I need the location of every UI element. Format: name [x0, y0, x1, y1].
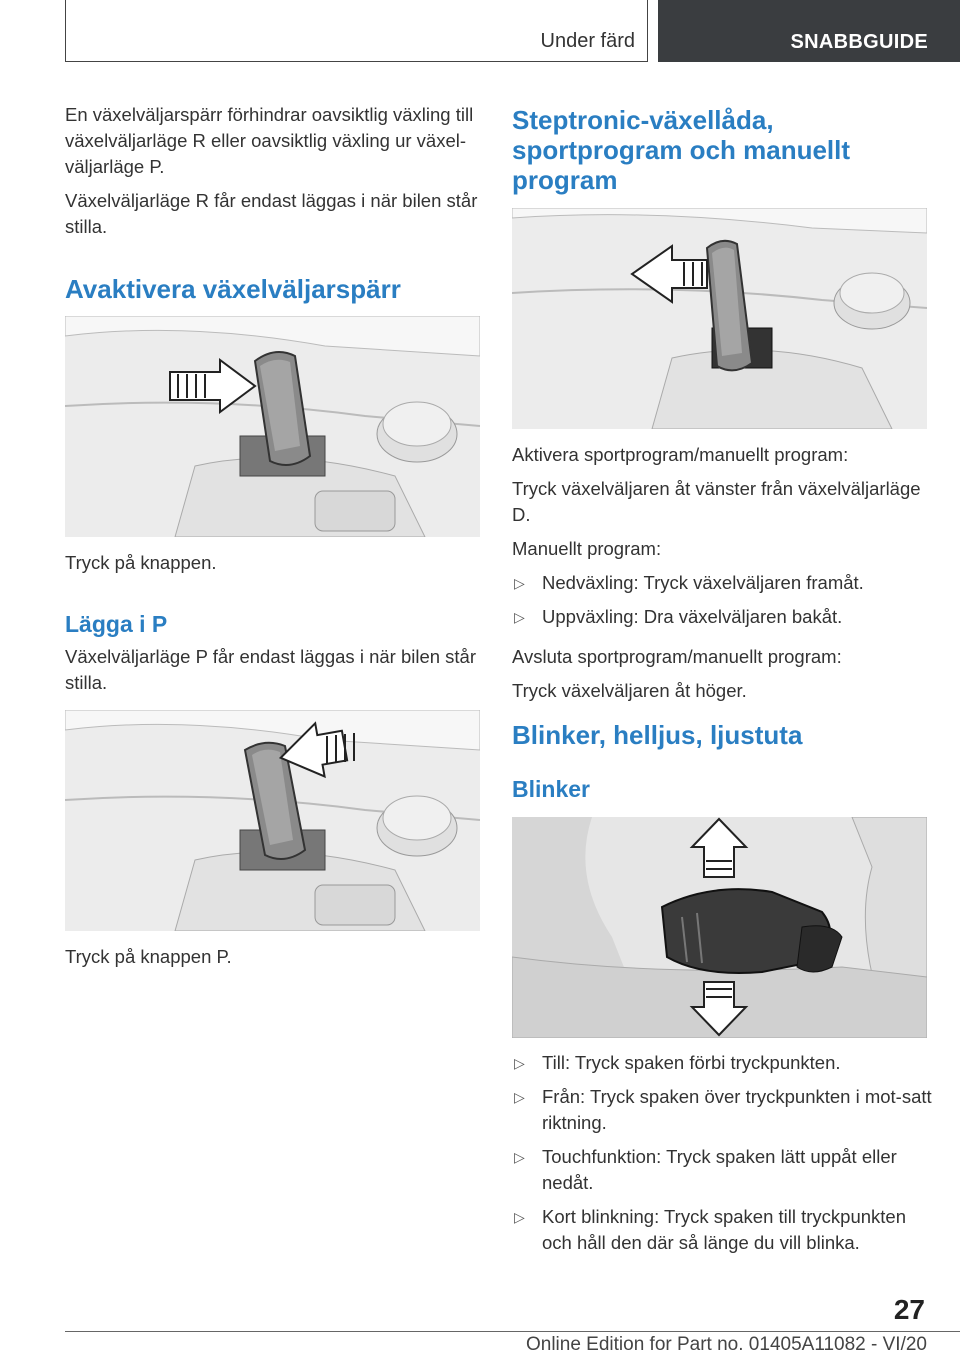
page-number: 27 [893, 1294, 925, 1325]
caption-1: Tryck på knappen. [65, 552, 217, 573]
gear-selector-illustration-2 [65, 710, 480, 931]
footer-edition: Online Edition for Part no. 01405A11082 - VI/20 [525, 1334, 927, 1355]
list-item: ▷ Till: Tryck spaken förbi tryckpunkten. [512, 1050, 932, 1076]
triangle-right-icon: ▷ [514, 1089, 525, 1105]
left-intro [65, 102, 485, 240]
figure-park-button [65, 710, 480, 931]
list-item: ▷ Uppväxling: Dra växelväljaren bakåt. [512, 604, 932, 630]
blinker-list [512, 1050, 932, 1264]
end-program-paragraph: Avsluta sportprogram/manuellt program: [512, 646, 842, 667]
triangle-right-icon: ▷ [514, 1149, 525, 1165]
triangle-right-icon: ▷ [514, 575, 525, 591]
gear-selector-illustration-3 [512, 208, 927, 429]
list-item: ▷ Nedväxling: Tryck växelväljaren framåt. [512, 570, 932, 596]
caption-2: Tryck på knappen P. [65, 946, 232, 967]
push-left-paragraph: Tryck växelväljaren åt vänster från växelväljarläge D. [512, 478, 921, 525]
gear-selector-illustration-1 [65, 316, 480, 537]
p-gear-paragraph: Växelväljarläge P får endast läggas i när bilen står stilla. [65, 646, 477, 693]
header-section-box [65, 0, 648, 62]
list-item: ▷ Från: Tryck spaken över tryckpunkten i mot-satt riktning. [514, 1086, 932, 1133]
header-section-label: Under färd [540, 30, 635, 52]
push-right-paragraph: Tryck växelväljaren åt höger. [512, 680, 747, 701]
manual-program-label: Manuellt program: [512, 538, 662, 559]
figure-sport-program [512, 208, 927, 429]
activate-paragraph: Aktivera sportprogram/manuellt program: [512, 444, 849, 465]
intro-paragraph: En växelväljarspärr förhindrar oavsiktlig växling till växelväljarläge R eller oavsiktlig växling ur växel-väljarläge P. [65, 104, 474, 177]
figure-shift-lock-release [65, 316, 480, 537]
manual-program-list [512, 570, 932, 630]
header-tab [658, 0, 960, 62]
list-item: ▷ Kort blinkning: Tryck spaken till tryckpunkten och håll den där så länge du vill blinka. [514, 1206, 906, 1253]
triangle-right-icon: ▷ [514, 1209, 525, 1225]
blinker-lever-illustration [512, 817, 927, 1038]
heading-blinker: Blinker [512, 776, 590, 802]
header-tab-label: SNABBGUIDE [790, 31, 928, 53]
heading-lagga-i-p: Lägga i P [65, 611, 168, 637]
list-item: ▷ Touchfunktion: Tryck spaken lätt uppåt eller nedåt. [514, 1146, 897, 1193]
triangle-right-icon: ▷ [514, 1055, 525, 1071]
figure-blinker-lever [512, 817, 927, 1038]
triangle-right-icon: ▷ [514, 609, 525, 625]
r-gear-paragraph: Växelväljarläge R får endast läggas i när bilen står stilla. [65, 190, 478, 237]
heading-avaktivera: Avaktivera växelväljarspärr [65, 274, 401, 304]
footer-divider [65, 1331, 960, 1332]
heading-blinker-main: Blinker, helljus, ljustuta [512, 720, 803, 750]
heading-steptronic: Steptronic-växellåda, sportprogram och manuellt program [512, 105, 851, 195]
sport-program-text [512, 442, 932, 704]
